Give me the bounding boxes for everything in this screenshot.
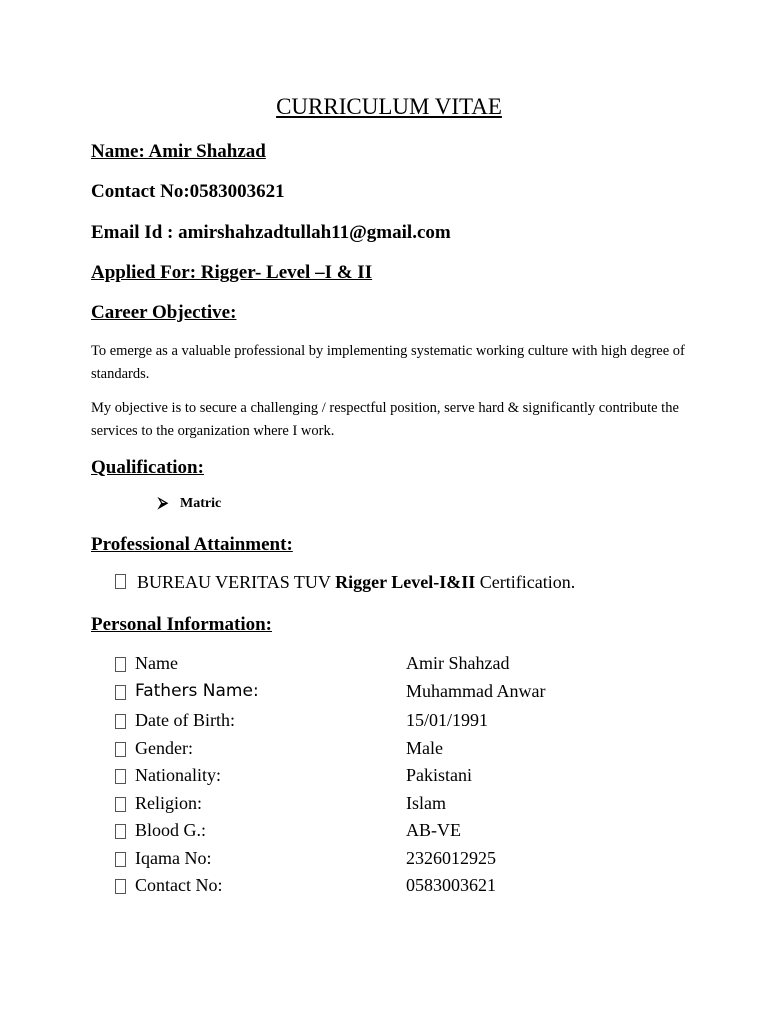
- personal-info-row: [115, 681, 675, 708]
- personal-info-label: Contact No:: [135, 875, 223, 895]
- personal-info-label: Date of Birth:: [135, 710, 235, 730]
- career-objective-heading: Career Objective:: [91, 302, 237, 323]
- square-bullet-icon: [115, 824, 126, 839]
- professional-attainment-heading: Professional Attainment:: [91, 534, 293, 555]
- square-bullet-icon: [115, 574, 126, 589]
- personal-info-label: Blood G.:: [135, 820, 207, 840]
- personal-info-value: Amir Shahzad: [406, 653, 510, 673]
- square-bullet-icon: [115, 852, 126, 867]
- square-bullet-icon: [115, 879, 126, 894]
- personal-info-value: Muhammad Anwar: [406, 681, 546, 701]
- qualification-list-item: [158, 496, 221, 512]
- personal-info-row: [115, 848, 675, 875]
- square-bullet-icon: [115, 742, 126, 757]
- square-bullet-icon: [115, 685, 126, 700]
- personal-info-label: Religion:: [135, 793, 202, 813]
- personal-info-row: [115, 875, 675, 902]
- personal-info-label: Nationality:: [135, 765, 221, 785]
- personal-info-value: 0583003621: [406, 875, 496, 895]
- personal-info-row: [115, 793, 675, 820]
- personal-info-label: Gender:: [135, 738, 193, 758]
- personal-info-value: Islam: [406, 793, 446, 813]
- qualification-heading: Qualification:: [91, 457, 204, 478]
- career-objective-paragraph-2: My objective is to secure a challenging / respectful position, serve hard & significantly contribute the services to the organization where I work.: [91, 400, 679, 439]
- applied-for-line: Applied For: Rigger- Level –I & II: [91, 262, 373, 283]
- email-line: Email Id : amirshahzadtullah11@gmail.com: [91, 222, 451, 243]
- square-bullet-icon: [115, 714, 126, 729]
- personal-info-label: Iqama No:: [135, 848, 212, 868]
- arrow-bullet-icon: ⮚: [158, 496, 168, 511]
- name-line: Name: Amir Shahzad: [91, 141, 266, 162]
- square-bullet-icon: [115, 797, 126, 812]
- personal-info-value: 2326012925: [406, 848, 496, 868]
- personal-info-row: [115, 738, 675, 765]
- personal-info-row: [115, 765, 675, 792]
- professional-attainment-item: BUREAU VERITAS TUV Rigger Level-I&II Certification.: [115, 572, 575, 593]
- personal-info-row: [115, 710, 675, 737]
- qualification-label: Matric: [180, 496, 222, 511]
- square-bullet-icon: [115, 769, 126, 784]
- career-objective-paragraph-1: To emerge as a valuable professional by implementing systematic working culture with high degree of standards.: [91, 343, 685, 382]
- personal-info-row: [115, 653, 675, 680]
- contact-line: Contact No:0583003621: [91, 181, 285, 202]
- personal-info-value: AB-VE: [406, 820, 461, 840]
- personal-info-value: Male: [406, 738, 443, 758]
- personal-information-heading: Personal Information:: [91, 614, 273, 635]
- personal-info-row: [115, 820, 675, 847]
- personal-info-label: Name: [135, 653, 178, 673]
- personal-info-value: Pakistani: [406, 765, 472, 785]
- page-title: CURRICULUM VITAE: [276, 94, 502, 119]
- square-bullet-icon: [115, 657, 126, 672]
- personal-info-label: Fathers Name:: [135, 681, 259, 701]
- personal-info-value: 15/01/1991: [406, 710, 489, 730]
